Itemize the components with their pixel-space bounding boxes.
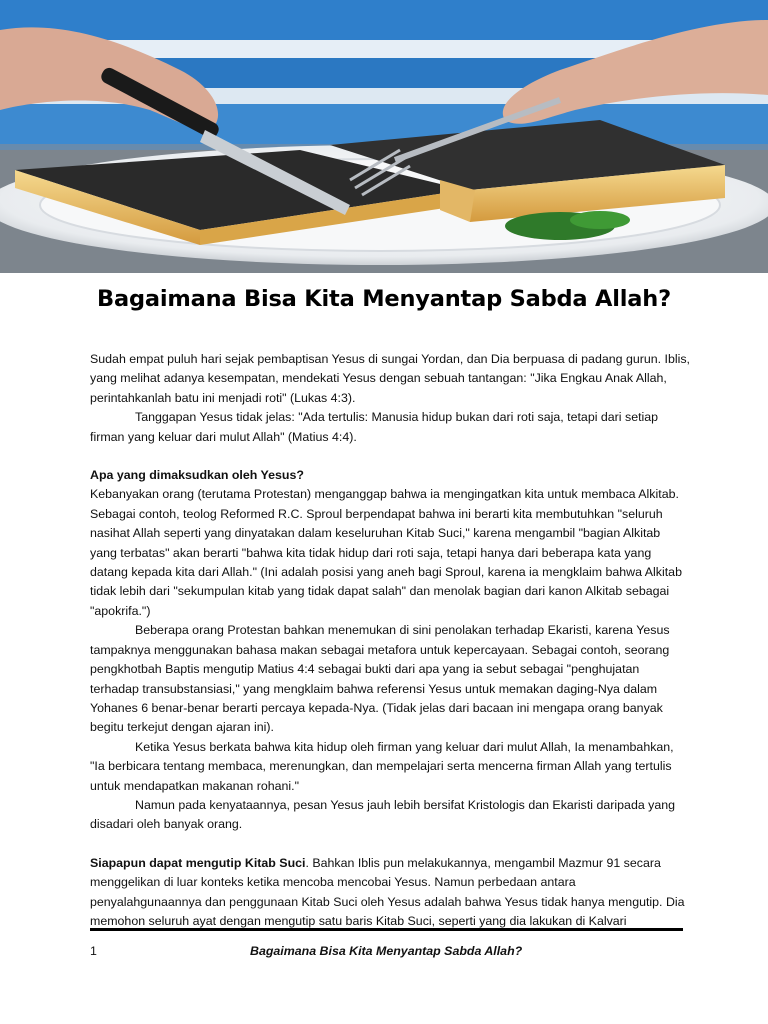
running-title: Bagaimana Bisa Kita Menyantap Sabda Allah? [250, 944, 523, 958]
section-heading: Apa yang dimaksudkan oleh Yesus? [90, 468, 304, 483]
paragraph: Beberapa orang Protestan bahkan menemukan di sini penolakan terhadap Ekaristi, karena Yesus tampaknya menggunakan bahasa makan sebagai metafora untuk kepercayaan. Sebagai contoh, seorang pengkhotbah Baptis mengutip Matius 4:4 sebagai bukti dari apa yang ia sebut sebagai "penghujatan terhadap transubstansiasi," yang mengklaim bahwa referensi Yesus untuk memakan daging-Nya dalam Yohanes 6 benar-benar berarti percaya kepada-Nya. (Tidak jelas dari bacaan ini mengapa orang banyak begitu terkejut dengan ajaran ini). [90, 623, 670, 735]
paragraph [90, 854, 690, 932]
article-body [90, 350, 690, 931]
page-number: 1 [90, 944, 97, 958]
page-title: Bagaimana Bisa Kita Menyantap Sabda Allah? [97, 286, 671, 312]
footer-rule [90, 928, 683, 931]
paragraph: Kebanyakan orang (terutama Protestan) menganggap bahwa ia mengingatkan kita untuk membaca Alkitab. Sebagai contoh, teolog Reformed R.C. Sproul berpendapat bahwa ini berarti kita membutuhkan "seluruh nasihat Allah seperti yang dinyatakan dalam keseluruhan Kitab Suci," karena mengambil "bagian Alkitab yang terbatas" akan berarti "bahwa kita tidak hidup dari roti saja, tetapi hanya dari beberapa kata yang datang kepada kita dari Allah." (Ini adalah posisi yang aneh bagi Sproul, karena ia mengklaim bahwa Alkitab tidak lebih dari "sekumpulan kitab yang tidak dapat salah" dan menolak bagian dari kanon Alkitab sebagai "apokrifa.") [90, 487, 682, 618]
bible-on-plate-image [0, 0, 768, 273]
hero-image [0, 0, 768, 273]
paragraph: Tanggapan Yesus tidak jelas: "Ada tertulis: Manusia hidup bukan dari roti saja, tetapi dari setiap firman yang keluar dari mulut Allah" (Matius 4:4). [90, 410, 659, 444]
paragraph-rest: . Bahkan Iblis pun melakukannya, mengambil Mazmur 91 secara menggelikan di luar konteks ketika mencoba mencobai Yesus. Namun perbedaan antara penyalahgunaannya dan penggunaan Kitab Suci oleh Yesus adalah bahwa Yesus tidak hanya mengutip. Dia memohon seluruh ayat dengan mengutip satu baris Kitab Suci, seperti yang dia lakukan di Kalvari [90, 855, 685, 928]
paragraph: Namun pada kenyataannya, pesan Yesus jauh lebih bersifat Kristologis dan Ekaristi daripada yang disadari oleh banyak orang. [90, 797, 676, 832]
bold-lead: Siapapun dapat mengutip Kitab Suci [90, 855, 306, 870]
paragraph: Sudah empat puluh hari sejak pembaptisan Yesus di sungai Yordan, dan Dia berpuasa di padang gurun. Iblis, yang melihat adanya kesempatan, mendekati Yesus dengan sebuah tantangan: "Jika Engkau Anak Allah, perintahkanlah batu ini menjadi roti" (Lukas 4:3). [90, 352, 691, 405]
paragraph: Ketika Yesus berkata bahwa kita hidup oleh firman yang keluar dari mulut Allah, Ia menambahkan, "Ia berbicara tentang membaca, merenungkan, dan mempelajari serta mencerna firman Allah yang tertulis untuk mendapatkan makanan rohani." [90, 739, 674, 793]
